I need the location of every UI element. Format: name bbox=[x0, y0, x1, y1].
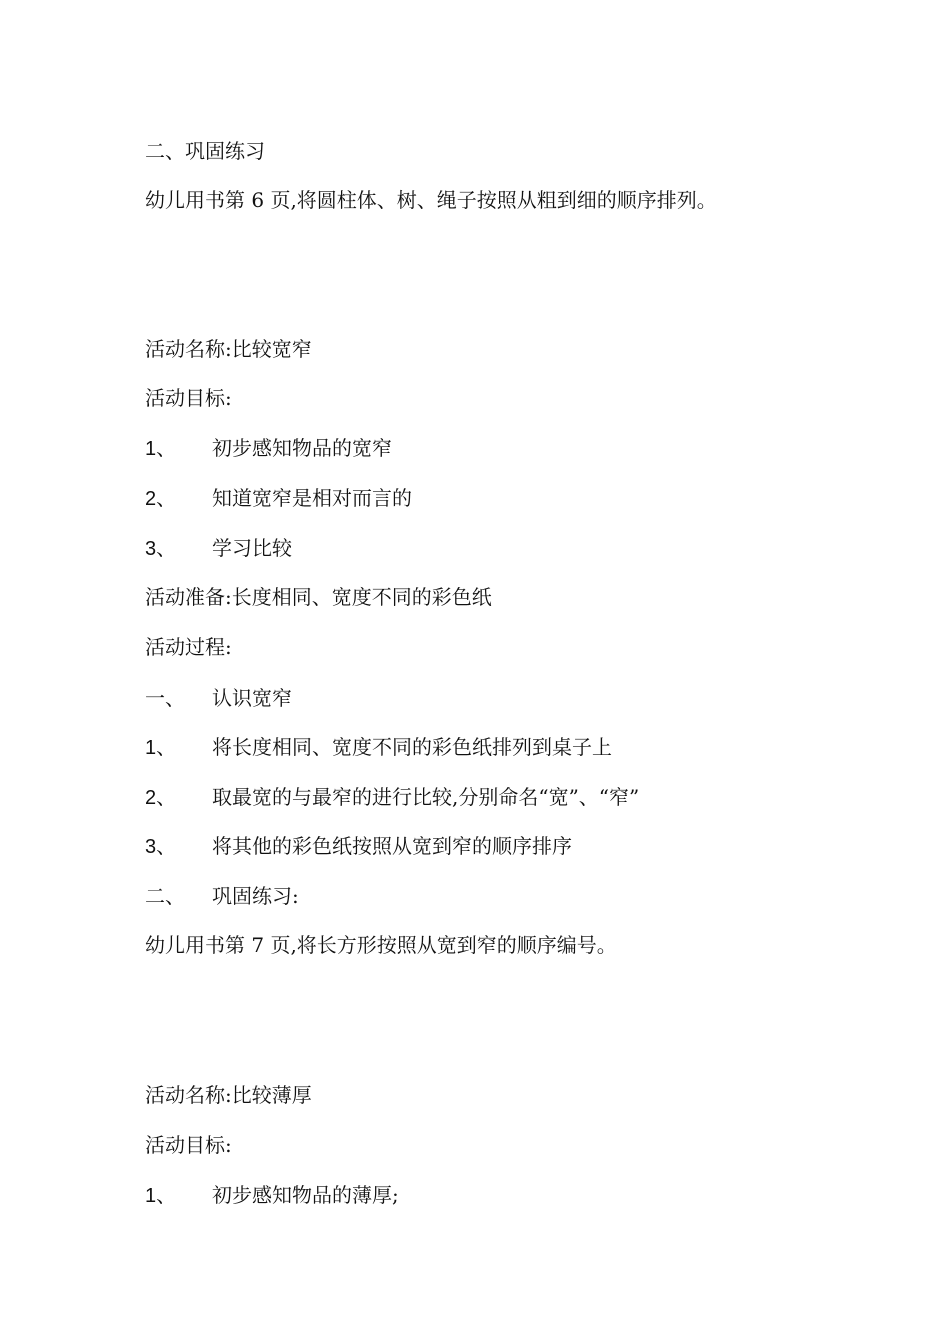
item-text: 取最宽的与最窄的进行比较,分别命名“宽”、“窄” bbox=[212, 785, 640, 809]
goal-item bbox=[145, 435, 392, 462]
item-number: 1、 bbox=[145, 737, 177, 759]
goals-label: 活动目标: bbox=[145, 1133, 232, 1157]
preparation-text: 活动准备:长度相同、宽度不同的彩色纸 bbox=[145, 585, 492, 609]
process-step bbox=[145, 833, 572, 860]
process-step bbox=[145, 784, 639, 811]
part-text: 巩固练习: bbox=[212, 884, 299, 908]
item-text: 初步感知物品的薄厚; bbox=[212, 1183, 399, 1207]
item-text: 学习比较 bbox=[212, 536, 292, 560]
goal-item bbox=[145, 485, 412, 512]
item-number: 1、 bbox=[145, 1185, 177, 1207]
section-heading: 二、巩固练习 bbox=[145, 139, 265, 163]
activity-title: 活动名称:比较薄厚 bbox=[145, 1083, 312, 1107]
item-number: 2、 bbox=[145, 488, 177, 510]
activity-title: 活动名称:比较宽窄 bbox=[145, 337, 312, 361]
item-text: 知道宽窄是相对而言的 bbox=[212, 486, 412, 510]
item-text: 初步感知物品的宽窄 bbox=[212, 436, 392, 460]
practice-text: 幼儿用书第 6 页,将圆柱体、树、绳子按照从粗到细的顺序排列。 bbox=[145, 188, 717, 212]
process-part bbox=[145, 685, 292, 711]
goal-item bbox=[145, 1182, 399, 1209]
item-number: 3、 bbox=[145, 836, 177, 858]
item-number: 1、 bbox=[145, 438, 177, 460]
goals-label: 活动目标: bbox=[145, 386, 232, 410]
process-label: 活动过程: bbox=[145, 635, 232, 659]
part-text: 认识宽窄 bbox=[212, 686, 292, 710]
item-number: 3、 bbox=[145, 538, 177, 560]
item-text: 将其他的彩色纸按照从宽到窄的顺序排序 bbox=[212, 834, 572, 858]
goal-item bbox=[145, 535, 292, 562]
part-number: 二、 bbox=[145, 884, 185, 908]
item-text: 将长度相同、宽度不同的彩色纸排列到桌子上 bbox=[212, 735, 612, 759]
practice-text: 幼儿用书第 7 页,将长方形按照从宽到窄的顺序编号。 bbox=[145, 933, 617, 957]
part-number: 一、 bbox=[145, 686, 185, 710]
item-number: 2、 bbox=[145, 787, 177, 809]
process-part bbox=[145, 883, 299, 909]
process-step bbox=[145, 734, 612, 761]
